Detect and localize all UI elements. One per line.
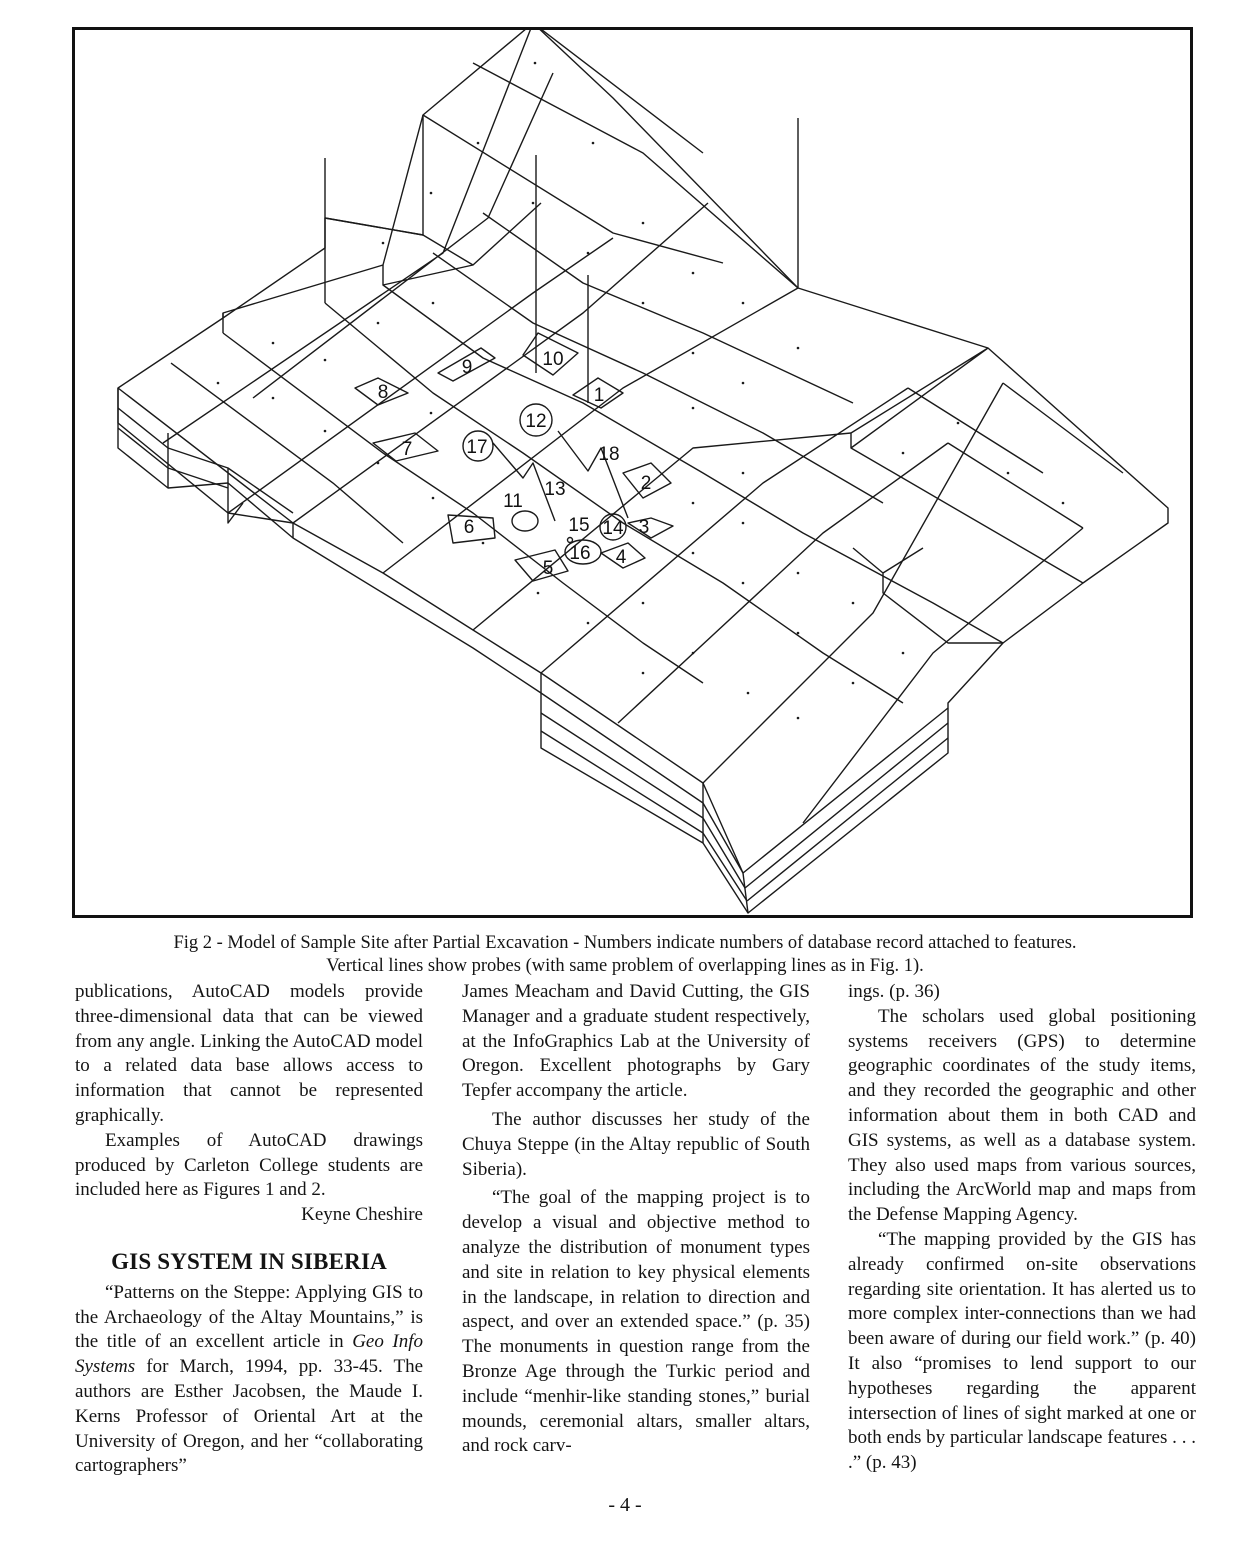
author-signature: Keyne Cheshire xyxy=(301,1204,423,1226)
column-1 xyxy=(75,980,423,1479)
slab-front-r2 xyxy=(747,738,948,901)
column-3 xyxy=(848,980,1196,1476)
text-run: “Patterns on the Steppe: Applying GIS to the Archaeology of the Altay Mountains,” is the title of an excellent article in xyxy=(75,1281,423,1353)
feature-label: 1 xyxy=(593,385,605,406)
feature-label: 8 xyxy=(377,382,389,403)
grid-dots xyxy=(217,62,1065,720)
feature-label: 18 xyxy=(598,444,620,465)
feature-label: 3 xyxy=(638,517,650,538)
slab-front-l3 xyxy=(541,731,747,901)
column-2 xyxy=(462,980,810,1459)
feature-label: 7 xyxy=(401,439,413,460)
paragraph: ings. (p. 36) xyxy=(848,981,940,1002)
feature-label: 14 xyxy=(602,518,624,539)
text-run: for March, 1994, pp. 33-45. The authors are Esther Jacobsen, the Maude I. Kerns Professor of Oriental Art at the University of Oregon, and her “collaborating cartographers” xyxy=(75,1356,423,1477)
slab-front xyxy=(541,673,948,913)
right-block-lower xyxy=(853,548,1003,643)
paragraph xyxy=(75,1281,423,1479)
feature-label: 4 xyxy=(615,547,627,568)
feature-15-dot xyxy=(568,538,573,543)
publication-title: Geo Info Systems xyxy=(75,1331,423,1378)
feature-label: 6 xyxy=(463,517,475,538)
upper-terrace xyxy=(223,115,541,333)
paragraph: publications, AutoCAD models provide three-dimensional data that can be viewed from any angle. Linking the AutoCAD model to a related data base allows access to information that cannot be represented graphically. xyxy=(75,981,423,1126)
slab-front-v xyxy=(703,783,748,913)
feature-label: 13 xyxy=(544,479,566,500)
slab-front-r1 xyxy=(745,723,948,888)
page-number: - 4 - xyxy=(608,1494,642,1516)
section-heading: GIS SYSTEM IN SIBERIA xyxy=(111,1248,387,1274)
slab-notch xyxy=(228,468,293,538)
slab-left-line1 xyxy=(118,408,293,513)
feature-label: 5 xyxy=(542,558,554,579)
paragraph: The author discusses her study of the Chuya Steppe (in the Altay republic of South Siberia). xyxy=(462,1108,810,1180)
feature-label: 15 xyxy=(568,515,590,536)
paragraph: James Meacham and David Cutting, the GIS Manager and a graduate student respectively, at the InfoGraphics Lab at the University of Oregon. Excellent photographs by Gary Tepfer accompany the article. xyxy=(462,981,810,1102)
figure-caption-line2: Vertical lines show probes (with same problem of overlapping lines as in Fig. 1). xyxy=(326,956,924,976)
feature-3 xyxy=(628,518,673,538)
site-model-drawing xyxy=(75,30,1190,915)
right-block xyxy=(851,348,1123,583)
feature-label: 10 xyxy=(542,349,564,370)
paragraph: “The goal of the mapping project is to develop a visual and objective method to analyze the distribution of monument types and site in relation to key physical elements in the landscape, in relation to direction and aspect, and over an extended space.” (p. 35) The monuments in question range from the Bronze Age through the Turkic period and include “menhir-like standing stones,” burial mounds, ceremonial altars, smaller altars, and rock carv- xyxy=(462,1187,810,1457)
feature-label: 9 xyxy=(461,357,473,378)
paragraph: “The mapping provided by the GIS has already confirmed on-site observations regarding site orientation. It has alerted us to more complex inter-connections than we had been aware of during our field work.” (p. 40) It also “promises to lend support to our hypotheses regarding the apparent intersection of lines of sight marked at one or both ends by particular landscape features . . . .” (p. 43) xyxy=(848,1228,1196,1474)
feature-label: 11 xyxy=(503,491,523,512)
feature-label: 16 xyxy=(569,543,591,564)
figure-caption-line1: Fig 2 - Model of Sample Site after Partial Excavation - Numbers indicate numbers of database record attached to features. xyxy=(173,933,1077,953)
feature-label: 12 xyxy=(525,411,547,432)
figure-frame xyxy=(72,27,1193,918)
feature-11-ellipse xyxy=(512,511,538,531)
slab-front-l1 xyxy=(541,693,743,873)
feature-label: 17 xyxy=(466,437,488,458)
surface-outline xyxy=(118,30,1168,873)
paragraph: Examples of AutoCAD drawings produced by Carleton College students are included here as Figures 1 and 2. xyxy=(75,1129,423,1201)
paragraph: The scholars used global positioning systems receivers (GPS) to determine geographic coordinates of the study items, and they recorded the geographic and other information about them in both CAD and GIS systems, as well as a database system. They also used maps from various sources, including the ArcWorld map and maps from the Defense Mapping Agency. xyxy=(848,1005,1196,1226)
terrace-edges xyxy=(325,218,473,265)
feature-label: 2 xyxy=(640,473,652,494)
